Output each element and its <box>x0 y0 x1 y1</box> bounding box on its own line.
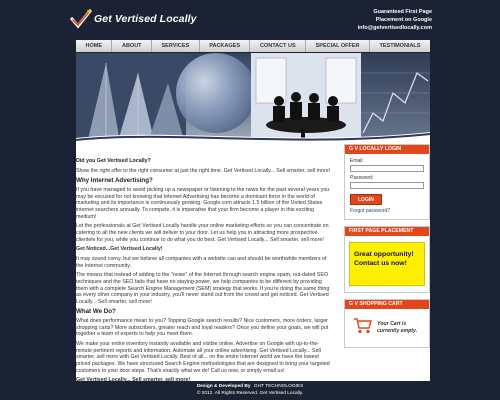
checkmark-logo-icon <box>70 8 92 30</box>
placement-body <box>345 236 429 292</box>
main-nav <box>76 40 430 52</box>
footer-design-prefix: Design & Developed By <box>196 384 251 389</box>
cart-status <box>377 321 417 334</box>
footer-designer-link[interactable]: GHT TECHNOLOGIES <box>253 384 304 389</box>
sidebar <box>344 144 430 354</box>
globe-image <box>176 53 256 133</box>
login-button[interactable]: LOGIN <box>350 194 382 205</box>
nav-about[interactable]: ABOUT <box>112 40 152 52</box>
question-heading: Did you Get Vertised Locally? <box>76 158 151 164</box>
header-email[interactable]: info@getvertisedlocally.com <box>357 25 432 31</box>
nav-home[interactable]: HOME <box>76 40 112 52</box>
what-paragraph-1: What does performance mean to you? Topping Google search results? Nice customers, more orders, larger shopping carts? More subscribers, greater reach and loyal readers? Once you define your goals, we will put together a team of experts to help you meet them. <box>76 318 329 338</box>
login-box-title: G V LOCALLY LOGIN <box>345 145 429 154</box>
what-heading: What We Do? <box>76 307 116 315</box>
why-paragraph-2: Let the professionals at Get Vertised Locally handle your online marketing efforts so you can concentrate on catering to all the new clients we will deliver to your door. Let us help you in attracting more prospective clientele for you, while you continue to do what you do best. Get Vertised Locally... Sell smarter, sell more! <box>76 223 329 243</box>
cart-status-line-2: currently empty. <box>377 327 418 334</box>
what-paragraph-2: We make your entire inventory instantly available and visible online. Advertise on Google with up-to-the-minute pertinent reports and information. Automate all your online advertising. Get Vertised Locally... Sell smarter, sell more with Get Vertised Locally. Best of all... on the entire Internet world we have the lowest priced packages. We have structured Search Engine methodologies that are designed to bring your targeted customers to your door steps. That's exactly what we do! Call us now, or simply email us! <box>76 341 330 374</box>
email-label: Email: <box>350 158 364 164</box>
logo-text: Get Vertised Locally <box>94 13 197 25</box>
login-form <box>345 154 429 219</box>
header-contact <box>358 8 432 32</box>
intro-paragraph: Show the right offer to the right consumer at just the right time. Get Vertised Locally... Sell smarter, sell more! <box>76 167 331 174</box>
why-heading: Why Internet Advertising? <box>76 176 153 184</box>
shopping-cart-icon <box>353 317 373 335</box>
cart-status-line-1: Your Cart is <box>377 321 407 327</box>
password-label: Password: <box>350 175 374 181</box>
content-area <box>76 148 430 381</box>
nav-contact-us[interactable]: CONTACT US <box>250 40 306 52</box>
noticed-paragraph-1: It may sound corny, but we believe all companies with a website can and should be worthwhile members of the Internet community. <box>76 256 327 269</box>
noticed-paragraph-2: The means that instead of adding to the "noise" of the Internet through search engine spam, out-dated SEO techniques and the SEO fads that have no staying-power, we help companies to be different by providing them with a complete Search Engine Management (SEM) strategy that works. If you're doing the same thing as every other company in your industry, you'll never stand out from the crowd and get noticed. Get Vertised Locally... Sell smarter, sell more! <box>76 272 330 305</box>
placement-box <box>344 226 430 293</box>
site-footer <box>0 381 500 400</box>
cart-box-title: G V SHOPPING CART <box>345 300 429 309</box>
cart-box <box>344 299 430 348</box>
nav-special-offer[interactable]: SPECIAL OFFER <box>306 40 370 52</box>
hero-banner <box>76 53 430 148</box>
tagline-line-2: Placement on Google <box>375 17 432 23</box>
nav-testimonials[interactable]: TESTIMONIALS <box>379 43 421 49</box>
opportunity-banner[interactable]: Great opportunity! Contact us now! <box>349 242 425 286</box>
logo[interactable] <box>70 8 197 30</box>
footer-credit <box>0 383 500 390</box>
main-article <box>76 158 338 387</box>
login-box <box>344 144 430 220</box>
tagline-line-1: Guaranteed First Page <box>373 9 432 15</box>
placement-box-title: FIRST PAGE PLACEMENT <box>345 227 429 236</box>
email-field[interactable] <box>350 165 424 172</box>
noticed-heading: Get Noticed...Get Vertised Locally! <box>76 246 163 253</box>
nav-packages[interactable]: PACKAGES <box>200 40 251 52</box>
cart-body <box>345 309 429 347</box>
password-field[interactable] <box>350 182 424 189</box>
why-paragraph-1: If you have managed to avoid picking up a newspaper or listening to the news for the past several years you may be excused for not knowing that Internet Advertising has become a dominant force in the world of marketing and its importance is continuously growing. Google.com attracts 1.5 billion of the United States internet searchers annually. To compete, it is imperative that your firm become a player in this exciting medium! <box>76 187 330 220</box>
nav-services[interactable]: SERVICES <box>152 40 200 52</box>
forgot-password-link[interactable]: Forgot password? <box>350 208 391 214</box>
footer-copyright: © 2012. All Rights Reserved. Get Vertised Locally. <box>196 391 304 396</box>
site-header <box>0 0 500 40</box>
